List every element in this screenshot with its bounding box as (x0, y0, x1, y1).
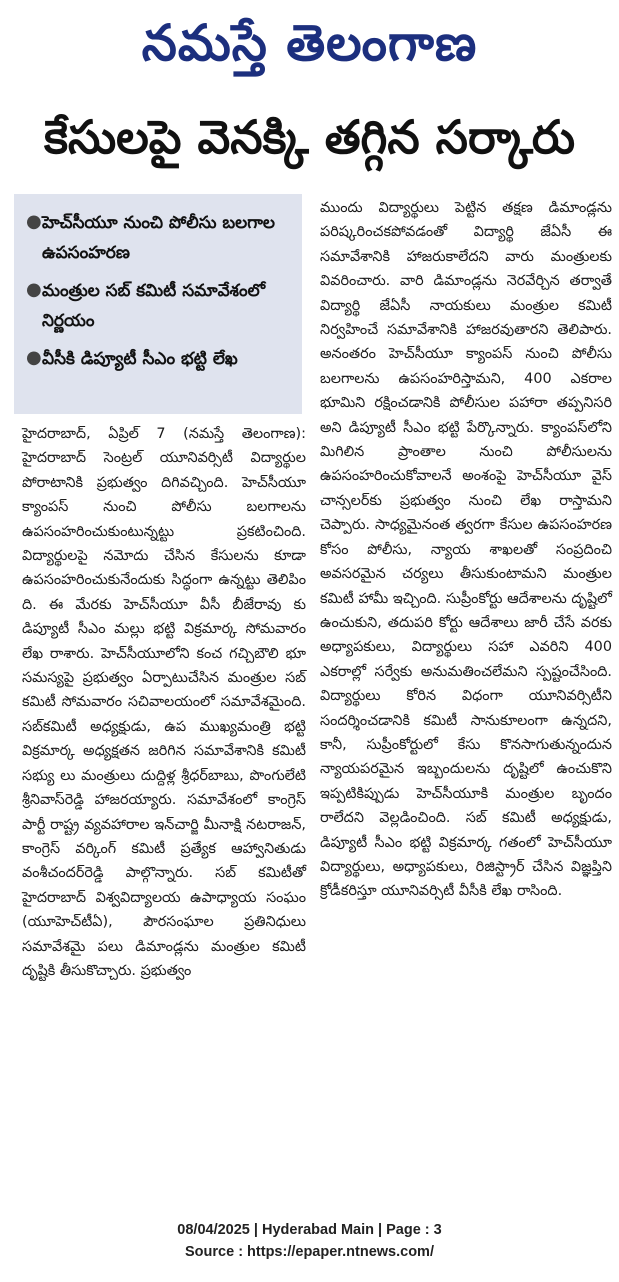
bullet-icon: ● (26, 211, 42, 232)
article-column-right: ముందు విద్యార్థులు పెట్టిన తక్షణ డిమాండ్లను పరిష్కరించకపోవడంతో విద్యార్థి జేఏసీ ఈ సమావేశానికి హాజరుకాలేదని వారు మంత్రులకు వివరించారు. వారి డిమాండ్లను నెరవేర్చిన తర్వాతే విద్యార్థి జేఏసీ నాయకులు మంత్రుల కమిటీ నిర్వహించే సమావేశానికి హాజరవుతారని తెలిపారు. అనంతరం హెచ్‌సీయూ క్యాంపస్ నుంచి పోలీసు బలగాలను ఉపసంహరిస్తామని, 400 ఎకరాల భూమిని రక్షించడానికి పోలీసుల పహారా తప్పనిసరి అని డిప్యూటీ సీఎం భట్టి పేర్కొన్నారు. క్యాంపస్‌లోని మిగిలిన ప్రాంతాల నుంచి పోలీసులను ఉపసంహరించుకోవాలనే అంశంపై హెచ్‌సీయూ వైస్ చాన్సలర్‌కు ప్రభుత్వం నుంచి లేఖ రాస్తామని చెప్పారు. సాధ్యమైనంత త్వరగా కేసుల ఉపసంహరణ కోసం పోలీసు, న్యాయ శాఖలతో సంప్రదించి అవసరమైన చర్యలు తీసుకుంటామని మంత్రుల కమిటీ హామీ ఇచ్చింది. సుప్రీంకోర్టు ఆదేశాలను దృష్టిలో ఉంచుకుని, తదుపరి కోర్టు ఆదేశాలు జారీ చేసే వరకు అధ్యాపకులు, విద్యార్థులు సహా ఎవరిని 400 ఎకరాల్లో సర్వేకు అనుమతించలేమని స్పష్టంచేసింది. విద్యార్థులు కోరిన విధంగా యూనివర్సిటీని సందర్శించడానికి కమిటీ సానుకూలంగా ఉన్నదని, కానీ, సుప్రీంకోర్టులో కేసు కొనసాగుతున్నందున న్యాయపరమైన ఇబ్బందులను దృష్టిలో ఉంచుకొని ఇప్పటికిప్పుడు హెచ్‌సీయూకి మంత్రుల బృందం రాలేదని వెల్లడించింది. సబ్ కమిటీ అధ్యక్షుడు, డిప్యూటీ సీఎం భట్టి విక్రమార్క గతంలో హెచ్‌సీయూ విద్యార్థులు, అధ్యాపకులు, రిజిస్ట్రార్ చేసిన విజ్ఞప్తిని క్రోడీకరిస్తూ యూనివర్సిటీ వీసీకి లేఖ రాసింది. (320, 200, 612, 900)
highlight-text: వీసీకి డిప్యూటీ సీఎం భట్టి లేఖ (42, 349, 238, 369)
footer-source: Source : https://epaper.ntnews.com/ (185, 1244, 434, 1260)
highlight-item (26, 208, 292, 268)
highlight-text: మంత్రుల సబ్ కమిటీ సమావేశంలో నిర్ణయం (42, 281, 266, 331)
highlight-text: హెచ్‌సీయూ నుంచి పోలీసు బలగాల ఉపసంహరణ (42, 213, 275, 263)
footer-date-edition: 08/04/2025 | Hyderabad Main | Page : 3 (177, 1222, 442, 1238)
newspaper-masthead: నమస్తే తెలంగాణ (141, 14, 478, 72)
highlight-item (26, 344, 292, 374)
article-column-left: హైదరాబాద్, ఏప్రిల్ 7 (నమస్తే తెలంగాణ): హైదరాబాద్ సెంట్రల్ యూనివర్సిటీ విద్యార్థుల పోరాటానికి ప్రభుత్వం దిగివచ్చింది. హెచ్‌సీయూ క్యాంపస్ నుంచి పోలీసు బలగాలను ఉపసంహరించుకుంటున్నట్టు ప్రకటించింది. విద్యార్థులపై నమోదు చేసిన కేసులను కూడా ఉపసంహరించుకునేందుకు సిద్ధంగా ఉన్నట్టు తెలిపిం ది. ఈ మేరకు హెచ్‌సీయూ వీసీ బీజేరావు కు డిప్యూటీ సీఎం మల్లు భట్టి విక్రమార్క సోమవారం లేఖ రాశారు. హెచ్‌సీయూలోని కంచ గచ్చిబౌలి భూ సమస్యపై ప్రభుత్వం ఏర్పాటుచేసిన మంత్రుల సబ్ కమిటీ సోమవారం సచివాలయంలో సమావేశమైంది. సబ్‌కమిటీ అధ్యక్షుడు, ఉప ముఖ్యమంత్రి భట్టి విక్రమార్క అధ్యక్షతన జరిగిన సమావేశానికి కమిటీ సభ్యు లు మంత్రులు దుద్దిళ్ల శ్రీధర్‌బాబు, పొంగులేటి శ్రీనివాస్‌రెడ్డి హాజరయ్యారు. సమావేశంలో కాంగ్రెస్ పార్టీ రాష్ట్ర వ్యవహారాల ఇన్‌చార్జి మీనాక్షి నటరాజన్, కాంగ్రెస్ వర్కింగ్ కమిటీ ప్రత్యేక ఆహ్వానితుడు వంశీచందర్‌రెడ్డి పాల్గొన్నారు. సబ్ కమిటీతో హైదరాబాద్ విశ్వవిద్యాలయ ఉపాధ్యాయ సంఘం (యూహెచ్‌టీఏ), పౌరసంఘాల ప్రతినిధులు సమావేశమై పలు డిమాండ్లను మంత్రుల కమిటీ దృష్టికి తీసుకొచ్చారు. ప్రభుత్వం (22, 426, 306, 979)
bullet-icon: ● (26, 279, 42, 300)
highlights-box (14, 194, 302, 414)
article-headline: కేసులపై వెనక్కి తగ్గిన సర్కారు (43, 110, 576, 164)
bullet-icon: ● (26, 347, 42, 368)
highlight-item (26, 276, 292, 336)
